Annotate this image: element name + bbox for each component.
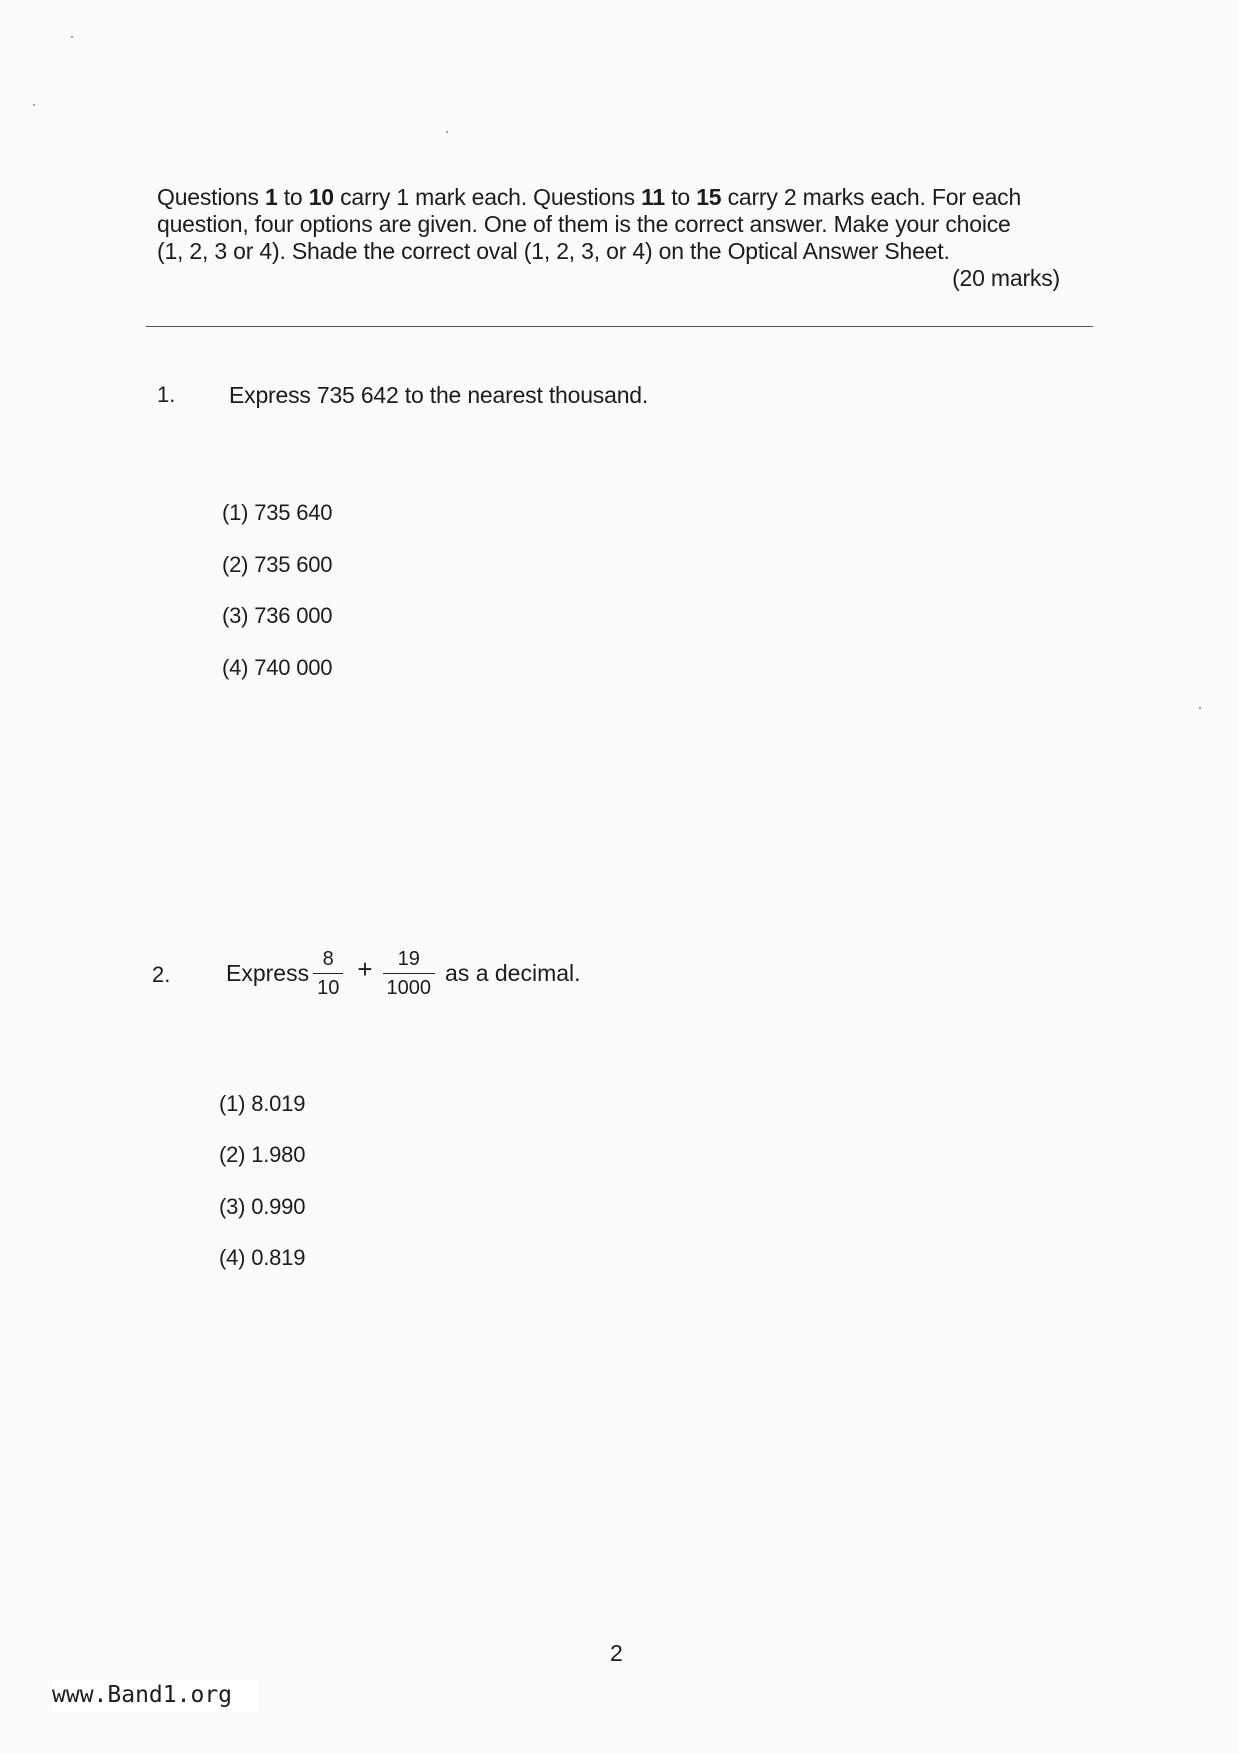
question-2-prefix: Express [226,959,310,986]
footer-url: www.Band1.org [52,1680,258,1712]
fraction-2-denominator: 1000 [383,973,436,999]
plus-sign: + [357,953,373,984]
question-2-text [226,940,581,1006]
scan-speck [446,131,448,133]
question-1-text: Express 735 642 to the nearest thousand. [229,382,649,408]
question-2-number: 2. [152,962,171,987]
question-2-option-4: (4) 0.819 [219,1245,306,1270]
fraction-2-numerator: 19 [397,947,420,970]
instructions-line-2: question, four options are given. One of them is the correct answer. Make your choice [157,211,1011,237]
scan-speck [33,104,35,106]
question-2-option-3: (3) 0.990 [219,1194,306,1219]
divider-line [146,326,1093,327]
scan-speck [71,36,73,38]
question-1-option-2: (2) 735 600 [222,552,333,577]
fraction-1-denominator: 10 [313,973,343,999]
question-1-option-3: (3) 736 000 [222,603,333,628]
fraction-2 [383,948,436,999]
fraction-1 [313,948,343,999]
question-2-suffix: as a decimal. [445,959,581,986]
question-2-option-1: (1) 8.019 [219,1091,306,1116]
scan-speck [1199,707,1201,709]
question-1-option-1: (1) 735 640 [222,500,333,525]
question-1-option-4: (4) 740 000 [222,655,333,680]
page-number: 2 [610,1640,623,1666]
instructions [157,184,1072,292]
instructions-line-1: Questions 1 to 10 carry 1 mark each. Questions 11 to 15 carry 2 marks each. For each [157,184,1022,210]
question-1-number: 1. [157,382,176,407]
question-2-option-2: (2) 1.980 [219,1142,306,1167]
fraction-1-numerator: 8 [322,947,334,970]
total-marks: (20 marks) [952,265,1060,291]
instructions-line-3: (1, 2, 3 or 4). Shade the correct oval (1, 2, 3, or 4) on the Optical Answer Sheet. [157,238,950,264]
